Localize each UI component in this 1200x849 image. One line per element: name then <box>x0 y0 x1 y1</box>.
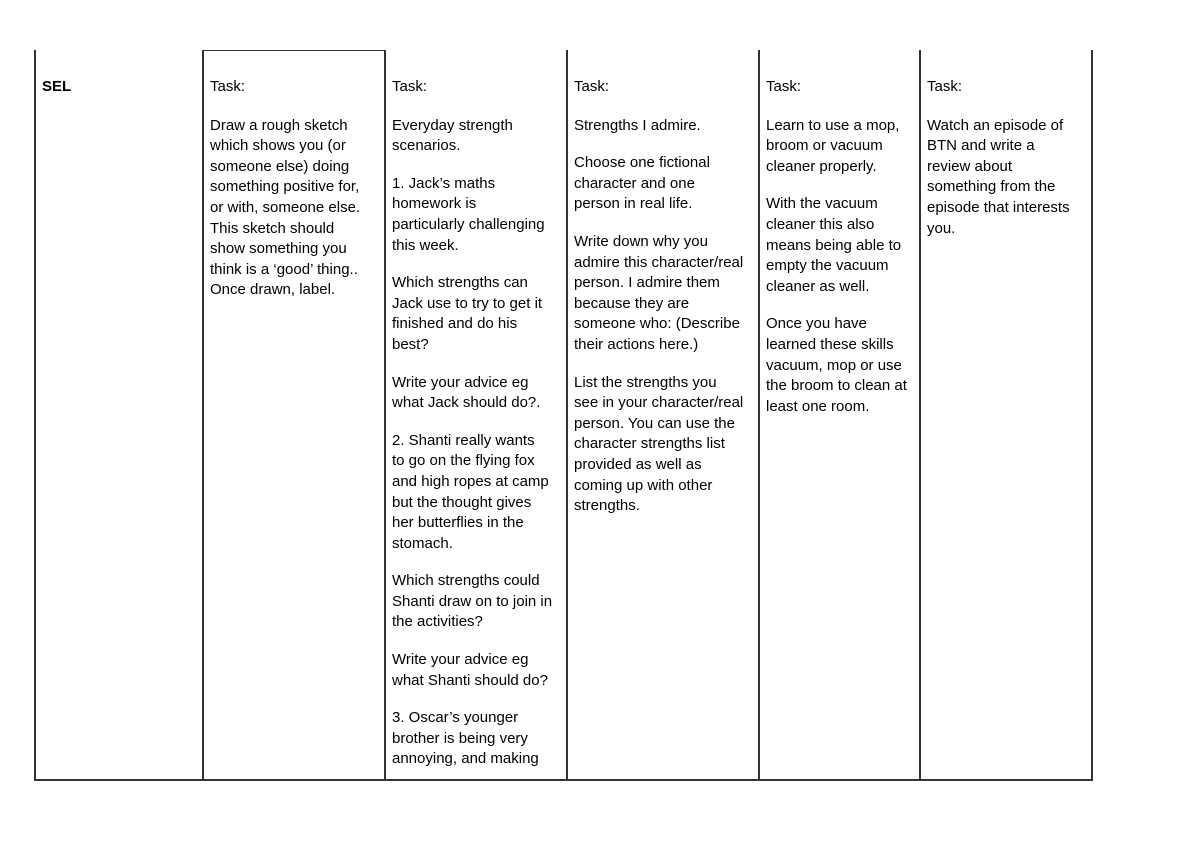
task-paragraph: 2. Shanti really wants to go on the flying fox and high ropes at camp but the thought gives her butterflies in the stomach. <box>392 431 549 552</box>
table-border-right <box>1091 50 1093 781</box>
task-label: Task: <box>766 78 802 95</box>
task-paragraph: List the strengths you see in your character/real person. You can use the character strengths list provided as well as coming up with other strengths. <box>574 373 744 515</box>
task-paragraph: Write down why you admire this character/real person. I admire them because they are someone who: (Describe their actions here.) <box>574 232 744 353</box>
task-label: Task: <box>574 78 610 95</box>
task-paragraph: Which strengths could Shanti draw on to join in the activities? <box>392 572 553 631</box>
task-paragraph: Draw a rough sketch which shows you (or someone else) doing something positive for, or with, someone else. This sketch should show something you think is a ‘good’ thing.. Once drawn, label. <box>210 116 361 299</box>
task-cell-3 <box>574 77 758 534</box>
task-paragraph: Write your advice eg what Shanti should do? <box>392 651 548 689</box>
task-cell-1 <box>210 77 380 318</box>
task-paragraph: 3. Oscar’s younger brother is being very annoying, and making <box>392 709 539 768</box>
task-paragraph: Strengths I admire. <box>574 116 701 134</box>
column-divider-1 <box>202 50 204 781</box>
task-paragraph: Which strengths can Jack use to try to get it finished and do his best? <box>392 274 543 353</box>
task-cell-2 <box>392 77 566 787</box>
column-divider-4 <box>758 50 760 781</box>
task-paragraph: Write your advice eg what Jack should do?. <box>392 373 541 412</box>
task-paragraph: Once you have learned these skills vacuum, mop or use the broom to clean at least one room. <box>766 315 907 415</box>
column-divider-3 <box>566 50 568 781</box>
column-divider-5 <box>919 50 921 781</box>
cell-top-border <box>202 50 386 51</box>
task-paragraph: 1. Jack’s maths homework is particularly challenging this week. <box>392 174 545 254</box>
task-paragraph: With the vacuum cleaner this also means being able to empty the vacuum cleaner as well. <box>766 195 902 295</box>
task-cell-5 <box>927 77 1089 256</box>
sel-task-table <box>34 50 1092 781</box>
task-cell-4 <box>766 77 918 434</box>
column-divider-2 <box>384 50 386 781</box>
row-label-sel: SEL <box>42 78 72 95</box>
task-paragraph: Learn to use a mop, broom or vacuum cleaner properly. <box>766 116 900 175</box>
task-label: Task: <box>392 78 428 95</box>
task-label: Task: <box>927 78 963 95</box>
table-border-left <box>34 50 36 781</box>
task-paragraph: Everyday strength scenarios. <box>392 116 513 155</box>
task-label: Task: <box>210 78 246 95</box>
task-paragraph: Choose one fictional character and one person in real life. <box>574 154 710 213</box>
task-paragraph: Watch an episode of BTN and write a review about something from the episode that interests you. <box>927 116 1070 237</box>
